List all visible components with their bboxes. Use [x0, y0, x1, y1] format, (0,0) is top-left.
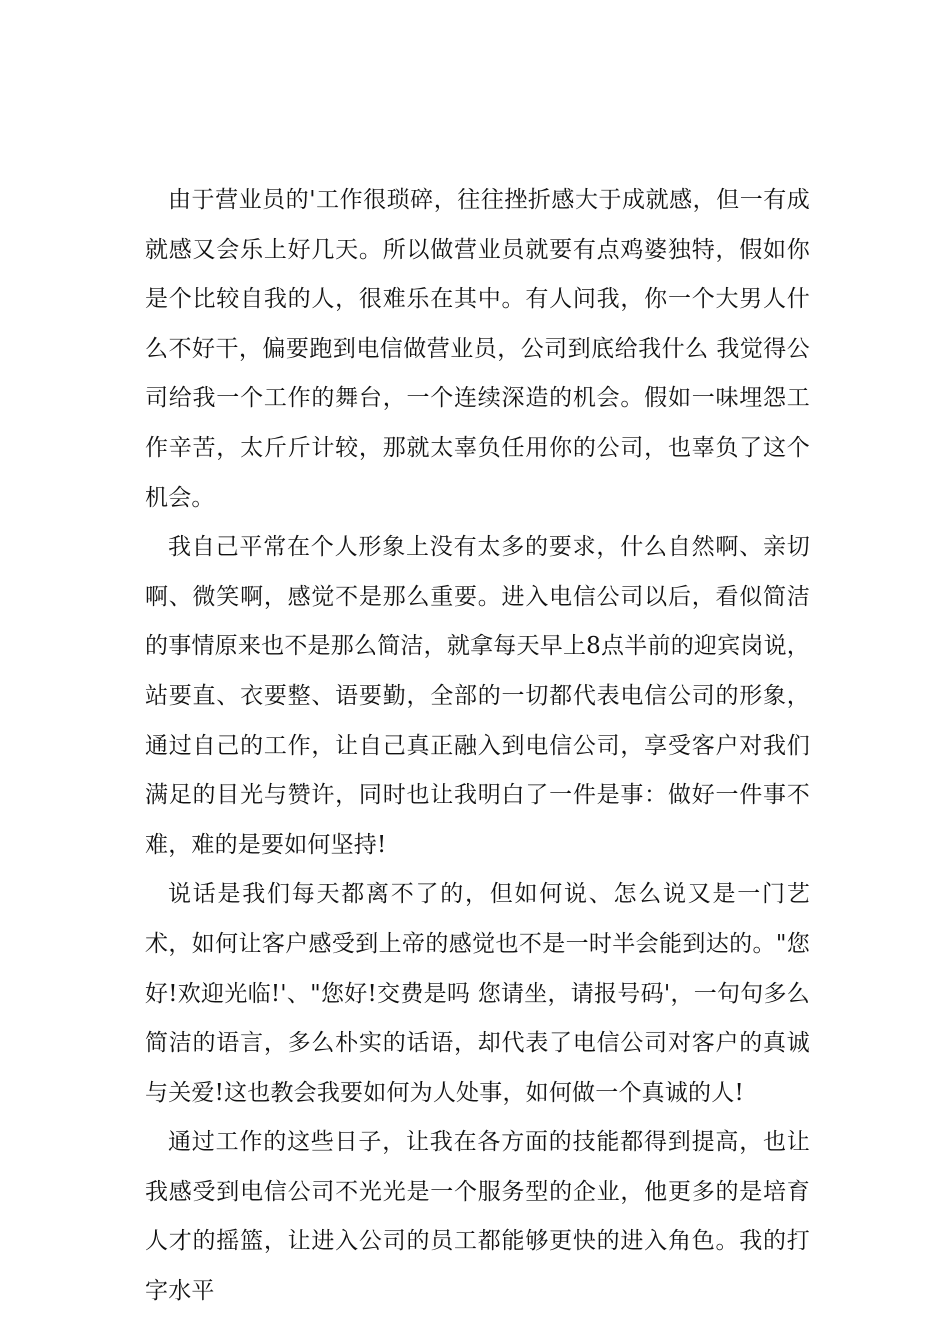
paragraph-4: 通过工作的这些日子，让我在各方面的技能都得到提高，也让我感受到电信公司不光光是一个服务型的企业，他更多的是培育人才的摇篮，让进入公司的员工都能够更快的进入角色。我的打字水平 — [145, 1129, 810, 1305]
paragraph-1: 由于营业员的'工作很琐碎，往往挫折感大于成就感，但一有成就感又会乐上好几天。所以做营业员就要有点鸡婆独特，假如你是个比较自我的人，很难乐在其中。有人问我，你一个大男人什么不好干，偏要跑到电信做营业员，公司到底给我什么 我觉得公司给我一个工作的舞台，一个连续深造的机会。假如一味埋怨工作辛苦，太斤斤计较，那就太辜负任用你的公司，也辜负了这个机会。 — [145, 187, 810, 511]
body-text — [145, 176, 810, 1317]
paragraph-2: 我自己平常在个人形象上没有太多的要求，什么自然啊、亲切啊、微笑啊，感觉不是那么重要。进入电信公司以后，看似简洁的事情原来也不是那么简洁，就拿每天早上8点半前的迎宾岗说，站要直、衣要整、语要勤，全部的一切都代表电信公司的形象，通过自己的工作，让自己真正融入到电信公司，享受客户对我们满足的目光与赞许，同时也让我明白了一件是事：做好一件事不难，难的是要如何坚持! — [145, 534, 810, 858]
paragraph-3: 说话是我们每天都离不了的，但如何说、怎么说又是一门艺术，如何让客户感受到上帝的感觉也不是一时半会能到达的。"您好!欢迎光临!'、"您好!交费是吗 您请坐，请报号码'，一句句多么简洁的语言，多么朴实的话语，却代表了电信公司对客户的真诚与关爱!这也教会我要如何为人处事，如何做一个真诚的人! — [145, 881, 810, 1106]
